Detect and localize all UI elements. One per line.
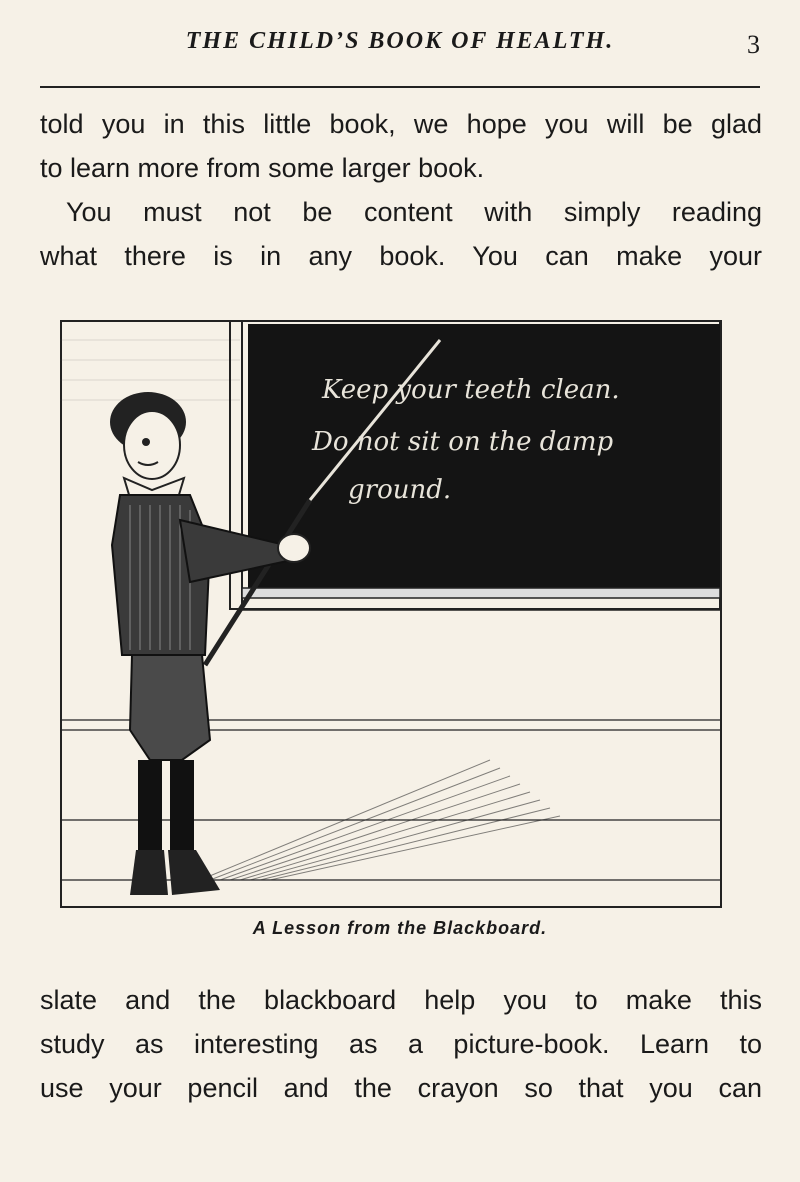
- paragraph-top: [40, 102, 762, 278]
- text-line: use your pencil and the crayon so that you can: [40, 1073, 762, 1103]
- text-line: to learn more from some larger book.: [40, 153, 485, 183]
- text-line: slate and the blackboard help you to make this: [40, 985, 762, 1015]
- page-number: 3: [747, 30, 760, 59]
- header-rule: [40, 86, 760, 88]
- chalk-line: ground.: [348, 475, 452, 505]
- chalk-line: Keep your teeth clean.: [322, 375, 620, 405]
- chalk-rail: [242, 588, 720, 598]
- engraving: [60, 320, 722, 908]
- text-line: You must not be content with simply reading: [66, 197, 762, 227]
- text-line: told you in this little book, we hope you will be glad: [40, 109, 762, 139]
- paragraph-bottom: [40, 978, 762, 1110]
- figure-caption: A Lesson from the Blackboard.: [252, 918, 548, 938]
- chalk-line: Do not sit on the damp: [312, 427, 614, 457]
- running-title: THE CHILD’S BOOK OF HEALTH.: [185, 28, 615, 54]
- text-line: study as interesting as a picture-book. Learn to: [40, 1029, 762, 1059]
- running-head: [40, 28, 760, 64]
- illustration-blackboard-lesson: [60, 320, 722, 908]
- hand: [278, 534, 310, 562]
- text-line: what there is in any book. You can make your: [40, 241, 762, 271]
